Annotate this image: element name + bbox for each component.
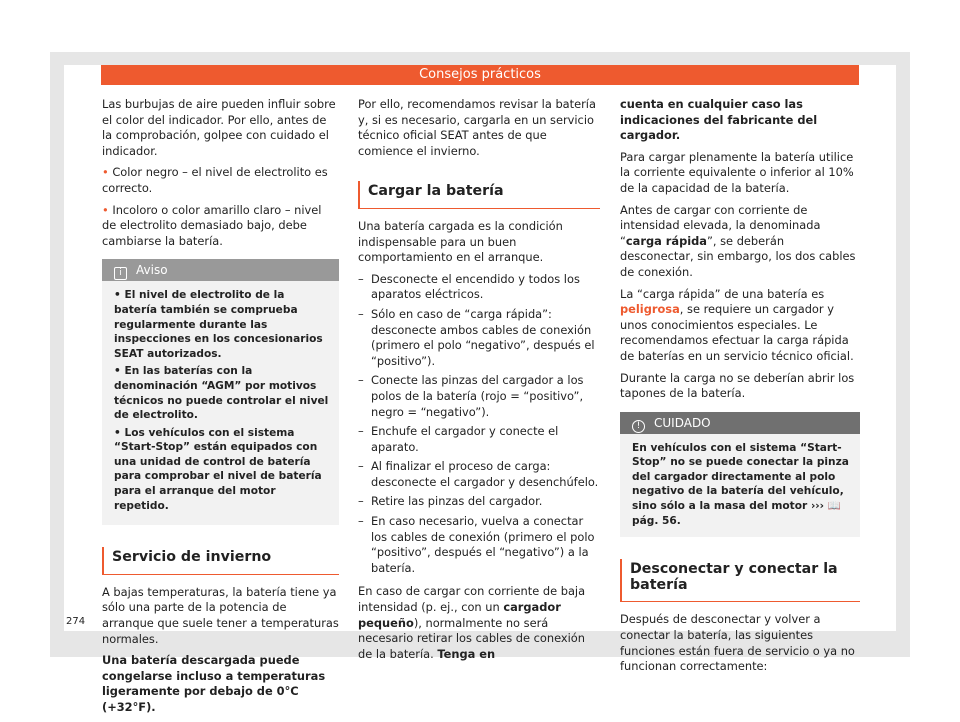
list-item: – Desconecte el encendido y todos los aparatos eléctricos. [358,272,600,303]
paragraph: A bajas temperaturas, la batería tiene ya sólo una parte de la potencia de arranque que suele tener a temperaturas normales. [102,584,339,646]
cuidado-body [620,434,860,538]
column-2 [358,97,600,668]
column-1 [102,97,339,722]
text-span: En caso de cargar con corriente de baja intensidad (p. ej., con un [358,584,586,615]
reference-arrows: ››› [810,500,825,513]
bold-span: cargador pequeño [358,600,561,630]
text-span: ), normalmente no será necesario retirar los cables de conexión de la batería. [358,615,585,661]
section-heading: Desconectar y conectar la batería [620,559,860,602]
list-item: – Enchufe el cargador y conecte el aparato. [358,424,600,455]
aviso-header [102,259,339,281]
aviso-item: • Los vehículos con el sistema “Start-Stop” están equipados con una unidad de control de batería para comprobar el nivel de batería para el arranque del motor repetido. [114,426,322,512]
paragraph: Una batería cargada es la condición indispensable para un buen comportamiento en el arranque. [358,218,563,265]
steps-list [358,272,600,577]
paragraph: Para cargar plenamente la batería utilice la corriente equivalente o inferior al 10% de la capacidad de la batería. [620,149,854,195]
chapter-header: Consejos prácticos [101,65,859,85]
text-span: ”, se deberán desconectar, sin embargo, los dos cables de conexión. [620,233,856,279]
list-item: – En caso necesario, vuelva a conectar los cables de conexión (primero el polo “positivo”, después el “negativo”) a la batería. [358,514,600,576]
paragraph: Durante la carga no se deberían abrir los tapones de la batería. [620,370,855,401]
bold-span: carga rápida [625,233,707,248]
cuidado-box [620,412,860,538]
cuidado-text: En vehículos con el sistema “Start-Stop” no se puede conectar la pinza del cargador directamente al polo negativo de la batería del vehículo, sino sólo a la masa del motor [632,441,849,513]
bold-span: Tenga en [437,646,496,661]
aviso-item: • En las baterías con la denominación “AGM” por motivos técnicos no puede controlar el nivel de electrolito. [114,365,329,422]
cuidado-title: CUIDADO [654,415,711,430]
text-span: La “carga rápida” de una batería es [620,286,825,301]
paragraph [358,584,600,662]
text-span: Antes de cargar con corriente de intensidad elevada, la denominada “ [620,202,821,248]
paragraph-bold: cuenta en cualquier caso las indicaciones del fabricante del cargador. [620,97,818,143]
list-item: – Retire las pinzas del cargador. [358,494,600,510]
bullet-item [102,203,339,250]
bullet-item [102,165,339,196]
paragraph: Después de desconectar y volver a conectar la batería, las siguientes funciones están fuera de servicio o ya no funcionan correctamente: [620,612,855,674]
column-3 [620,97,860,681]
paragraph [620,287,860,365]
reference-page: pág. 56. [632,514,681,527]
aviso-item: • El nivel de electrolito de la batería también se comprueba regularmente durante las inspecciones en los concesionarios SEAT autorizados. [114,289,323,360]
info-icon: i [114,267,127,280]
bullet-text: Color negro – el nivel de electrolito es correcto. [102,165,328,195]
page-number: 274 [66,616,86,627]
book-reference-icon: 📖 [827,500,841,513]
section-heading: Servicio de invierno [102,547,339,575]
list-item: – Conecte las pinzas del cargador a los polos de la batería (rojo = “positivo”, negro = “negativo”). [358,373,600,420]
aviso-body [102,281,339,525]
paragraph: Por ello, recomendamos revisar la batería y, si es necesario, cargarla en un servicio técnico oficial SEAT antes de que comience el invierno. [358,97,596,158]
alert-icon: ! [632,420,645,433]
aviso-box [102,259,339,525]
aviso-title: Aviso [136,263,168,278]
list-item: – Al finalizar el proceso de carga: desconecte el cargador y desenchúfelo. [358,459,600,490]
list-item: – Sólo en caso de “carga rápida”: desconecte ambos cables de conexión (primero el polo “negativo”, después el “positivo”). [358,307,600,369]
bullet-icon: • [102,165,109,180]
text-span: , se requiere un cargador y unos conocimientos especiales. Le recomendamos efectuar la carga rápida de baterías en un servicio técnico oficial. [620,302,854,363]
bold-span: peligrosa [620,302,680,317]
bullet-icon: • [102,202,109,217]
bullet-text: Incoloro o color amarillo claro – nivel de electrolito demasiado bajo, debe cambiarse la batería. [102,202,322,248]
cuidado-header [620,412,860,434]
section-heading: Cargar la batería [358,181,600,209]
paragraph [620,203,860,281]
paragraph-bold: Una batería descargada puede congelarse incluso a temperaturas ligeramente por debajo de 0°C (+32°F). [102,653,326,714]
paragraph: Las burbujas de aire pueden influir sobre el color del indicador. Por ello, antes de la comprobación, golpee con cuidado el indicador. [102,97,336,158]
